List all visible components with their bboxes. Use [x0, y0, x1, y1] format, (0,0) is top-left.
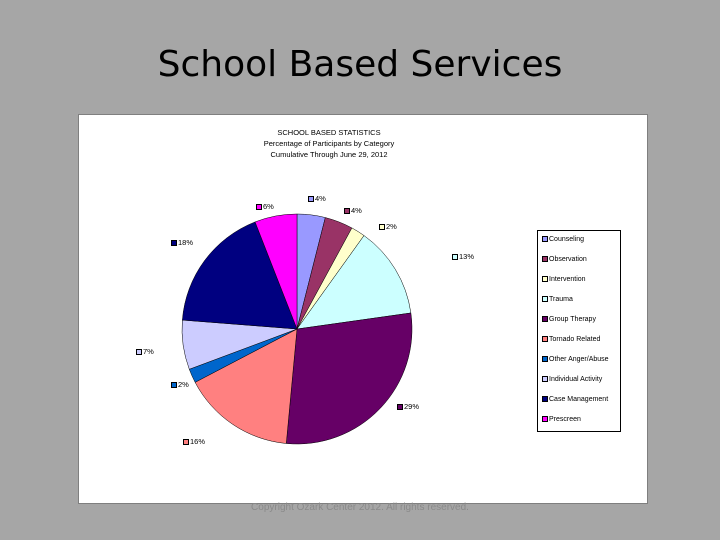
legend-swatch — [542, 376, 548, 382]
label-text: 2% — [386, 222, 397, 231]
data-label — [171, 380, 189, 389]
legend-label: Observation — [549, 256, 587, 263]
data-label — [452, 252, 474, 261]
label-text: 13% — [459, 252, 475, 261]
legend-item — [542, 395, 608, 405]
legend-label: Individual Activity — [549, 376, 603, 383]
legend-label: Intervention — [549, 276, 586, 283]
legend-swatch — [542, 276, 548, 282]
label-swatch — [397, 404, 403, 410]
chart-title: SCHOOL BASED STATISTICS — [277, 128, 381, 137]
legend-item — [542, 375, 602, 385]
label-text: 2% — [178, 380, 189, 389]
chart-subtitle: Percentage of Participants by Category — [263, 139, 395, 148]
data-label — [344, 206, 362, 215]
legend-item — [542, 255, 587, 265]
slide-title: School Based Services — [157, 44, 563, 85]
legend-swatch — [542, 316, 548, 322]
data-label — [397, 402, 419, 411]
legend-item — [542, 335, 600, 345]
legend-item — [542, 275, 586, 285]
label-swatch — [183, 439, 189, 445]
legend-label: Case Management — [549, 396, 609, 403]
legend-item — [542, 315, 596, 325]
legend-swatch — [542, 256, 548, 262]
legend-item — [542, 415, 581, 425]
chart-date-range: Cumulative Through June 29, 2012 — [270, 150, 388, 159]
label-swatch — [256, 204, 262, 210]
data-label — [256, 202, 274, 211]
label-swatch — [308, 196, 314, 202]
label-swatch — [344, 208, 350, 214]
label-swatch — [136, 349, 142, 355]
label-text: 6% — [263, 202, 274, 211]
legend-item — [542, 295, 573, 305]
chart-area — [78, 114, 648, 504]
data-label — [136, 347, 154, 356]
legend-label: Other Anger/Abuse — [549, 356, 609, 363]
label-text: 16% — [190, 437, 206, 446]
label-text: 29% — [404, 402, 420, 411]
label-swatch — [171, 240, 177, 246]
legend-swatch — [542, 296, 548, 302]
copyright-notice: Copyright Ozark Center 2012. All rights reserved. — [251, 502, 469, 513]
legend-item — [542, 355, 609, 365]
data-label — [183, 437, 205, 446]
pie-slice-group-therapy — [286, 313, 412, 444]
legend-label: Tornado Related — [549, 336, 601, 343]
legend-swatch — [542, 416, 548, 422]
data-label — [379, 222, 397, 231]
label-swatch — [452, 254, 458, 260]
label-text: 7% — [143, 347, 154, 356]
legend-label: Trauma — [549, 296, 573, 303]
legend-swatch — [542, 396, 548, 402]
legend-label: Prescreen — [549, 416, 581, 423]
legend-swatch — [542, 336, 548, 342]
data-label — [171, 238, 193, 247]
legend-swatch — [542, 356, 548, 362]
data-label — [308, 194, 326, 203]
legend-label: Group Therapy — [549, 316, 596, 323]
legend-label: Counseling — [549, 236, 585, 243]
label-text: 18% — [178, 238, 194, 247]
label-text: 4% — [315, 194, 326, 203]
legend-swatch — [542, 236, 548, 242]
label-swatch — [171, 382, 177, 388]
chart-legend — [537, 230, 621, 432]
label-swatch — [379, 224, 385, 230]
label-text: 4% — [351, 206, 362, 215]
legend-item — [542, 235, 584, 245]
